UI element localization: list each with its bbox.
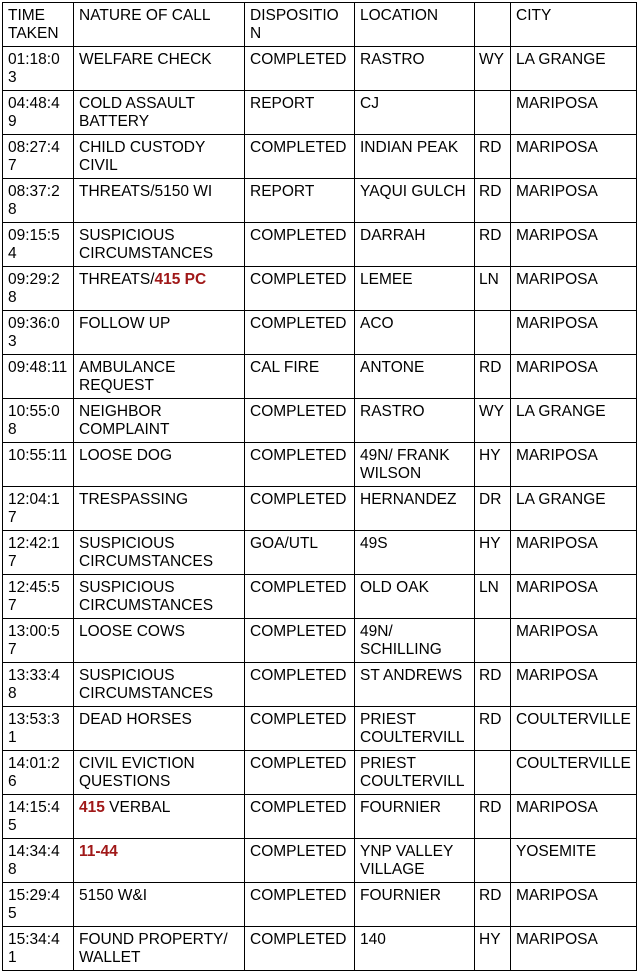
cell-location: FOURNIER (355, 883, 475, 927)
cell-location: 49N/ FRANK WILSON (355, 443, 475, 487)
cell-time-taken: 12:42:17 (3, 531, 74, 575)
cell-disposition: GOA/UTL (245, 531, 355, 575)
cell-city: MARIPOSA (511, 223, 637, 267)
cell-location: FOURNIER (355, 795, 475, 839)
cell-city: MARIPOSA (511, 575, 637, 619)
cell-city: MARIPOSA (511, 311, 637, 355)
cell-location: DARRAH (355, 223, 475, 267)
cell-time-taken: 14:34:48 (3, 839, 74, 883)
cell-nature-of-call: 5150 W&I (74, 883, 245, 927)
cell-street-suffix: RD (475, 223, 511, 267)
table-row (3, 839, 637, 883)
cell-location: RASTRO (355, 399, 475, 443)
cell-time-taken: 13:33:48 (3, 663, 74, 707)
cell-street-suffix: WY (475, 47, 511, 91)
cell-time-taken: 09:48:11 (3, 355, 74, 399)
cell-city: MARIPOSA (511, 135, 637, 179)
cell-time-taken: 10:55:08 (3, 399, 74, 443)
cell-location: ST ANDREWS (355, 663, 475, 707)
cell-street-suffix: RD (475, 355, 511, 399)
cell-disposition: COMPLETED (245, 311, 355, 355)
table-row (3, 355, 637, 399)
cell-nature-of-call: AMBULANCE REQUEST (74, 355, 245, 399)
cell-location: PRIEST COULTERVILL (355, 707, 475, 751)
cell-nature-of-call: NEIGHBOR COMPLAINT (74, 399, 245, 443)
table-row (3, 91, 637, 135)
cell-disposition: COMPLETED (245, 399, 355, 443)
cell-nature-of-call: SUSPICIOUS CIRCUMSTANCES (74, 663, 245, 707)
cell-city: COULTERVILLE (511, 707, 637, 751)
cell-street-suffix: WY (475, 399, 511, 443)
cell-location: 49N/ SCHILLING (355, 619, 475, 663)
cell-time-taken: 08:37:28 (3, 179, 74, 223)
cell-street-suffix: RD (475, 663, 511, 707)
nature-highlighted-code: 415 (79, 799, 105, 816)
cell-time-taken: 01:18:03 (3, 47, 74, 91)
cell-time-taken: 14:01:26 (3, 751, 74, 795)
cell-city: COULTERVILLE (511, 751, 637, 795)
cell-nature-of-call (74, 267, 245, 311)
cell-street-suffix (475, 311, 511, 355)
cell-street-suffix: RD (475, 707, 511, 751)
call-log-table (2, 2, 637, 971)
cell-time-taken: 09:36:03 (3, 311, 74, 355)
cell-city: MARIPOSA (511, 795, 637, 839)
cell-disposition: REPORT (245, 179, 355, 223)
header-disposition: DISPOSITION (245, 3, 355, 47)
cell-city: MARIPOSA (511, 355, 637, 399)
cell-disposition: CAL FIRE (245, 355, 355, 399)
cell-location: CJ (355, 91, 475, 135)
nature-text: VERBAL (104, 799, 171, 816)
cell-time-taken: 12:45:57 (3, 575, 74, 619)
cell-nature-of-call: SUSPICIOUS CIRCUMSTANCES (74, 575, 245, 619)
table-row (3, 531, 637, 575)
cell-disposition: COMPLETED (245, 663, 355, 707)
cell-time-taken: 15:34:41 (3, 927, 74, 971)
cell-nature-of-call: LOOSE COWS (74, 619, 245, 663)
cell-nature-of-call: COLD ASSAULT BATTERY (74, 91, 245, 135)
table-row (3, 663, 637, 707)
cell-nature-of-call: WELFARE CHECK (74, 47, 245, 91)
table-row (3, 135, 637, 179)
cell-location: HERNANDEZ (355, 487, 475, 531)
cell-disposition: COMPLETED (245, 927, 355, 971)
cell-time-taken: 13:53:31 (3, 707, 74, 751)
cell-disposition: REPORT (245, 91, 355, 135)
cell-nature-of-call (74, 795, 245, 839)
cell-disposition: COMPLETED (245, 487, 355, 531)
header-street-suffix (475, 3, 511, 47)
cell-city: MARIPOSA (511, 267, 637, 311)
table-row (3, 267, 637, 311)
cell-city: LA GRANGE (511, 487, 637, 531)
cell-street-suffix: HY (475, 927, 511, 971)
cell-location: PRIEST COULTERVILL (355, 751, 475, 795)
cell-city: LA GRANGE (511, 47, 637, 91)
header-nature-of-call: NATURE OF CALL (74, 3, 245, 47)
cell-nature-of-call: LOOSE DOG (74, 443, 245, 487)
cell-time-taken: 14:15:45 (3, 795, 74, 839)
cell-city: MARIPOSA (511, 91, 637, 135)
cell-time-taken: 13:00:57 (3, 619, 74, 663)
cell-disposition: COMPLETED (245, 707, 355, 751)
cell-location: OLD OAK (355, 575, 475, 619)
cell-disposition: COMPLETED (245, 223, 355, 267)
nature-highlighted-code: 11-44 (79, 843, 118, 860)
cell-nature-of-call: FOLLOW UP (74, 311, 245, 355)
cell-nature-of-call: CHILD CUSTODY CIVIL (74, 135, 245, 179)
cell-city: MARIPOSA (511, 531, 637, 575)
cell-nature-of-call: DEAD HORSES (74, 707, 245, 751)
table-row (3, 179, 637, 223)
cell-city: MARIPOSA (511, 619, 637, 663)
cell-disposition: COMPLETED (245, 267, 355, 311)
table-row (3, 399, 637, 443)
table-row (3, 883, 637, 927)
cell-nature-of-call: THREATS/5150 WI (74, 179, 245, 223)
cell-disposition: COMPLETED (245, 883, 355, 927)
header-time-taken: TIME TAKEN (3, 3, 74, 47)
cell-disposition: COMPLETED (245, 839, 355, 883)
cell-city: MARIPOSA (511, 927, 637, 971)
header-location: LOCATION (355, 3, 475, 47)
table-row (3, 443, 637, 487)
cell-disposition: COMPLETED (245, 751, 355, 795)
cell-disposition: COMPLETED (245, 575, 355, 619)
cell-street-suffix: HY (475, 443, 511, 487)
cell-nature-of-call: SUSPICIOUS CIRCUMSTANCES (74, 531, 245, 575)
table-row (3, 311, 637, 355)
table-row (3, 927, 637, 971)
cell-disposition: COMPLETED (245, 443, 355, 487)
cell-time-taken: 04:48:49 (3, 91, 74, 135)
cell-time-taken: 09:29:28 (3, 267, 74, 311)
cell-city: MARIPOSA (511, 883, 637, 927)
header-row (3, 3, 637, 47)
cell-street-suffix: LN (475, 575, 511, 619)
nature-highlighted-code: 415 PC (154, 271, 207, 288)
cell-location: LEMEE (355, 267, 475, 311)
cell-street-suffix: RD (475, 883, 511, 927)
nature-text: THREATS/ (79, 271, 155, 288)
cell-location: YAQUI GULCH (355, 179, 475, 223)
cell-nature-of-call (74, 839, 245, 883)
cell-city: MARIPOSA (511, 663, 637, 707)
cell-nature-of-call: TRESPASSING (74, 487, 245, 531)
cell-street-suffix: RD (475, 135, 511, 179)
cell-location: INDIAN PEAK (355, 135, 475, 179)
cell-city: MARIPOSA (511, 443, 637, 487)
cell-time-taken: 15:29:45 (3, 883, 74, 927)
call-log-body (3, 47, 637, 971)
cell-time-taken: 12:04:17 (3, 487, 74, 531)
table-row (3, 707, 637, 751)
header-city: CITY (511, 3, 637, 47)
table-row (3, 795, 637, 839)
cell-nature-of-call: SUSPICIOUS CIRCUMSTANCES (74, 223, 245, 267)
cell-street-suffix: RD (475, 795, 511, 839)
cell-time-taken: 09:15:54 (3, 223, 74, 267)
cell-city: LA GRANGE (511, 399, 637, 443)
cell-street-suffix: LN (475, 267, 511, 311)
table-row (3, 619, 637, 663)
cell-location: YNP VALLEY VILLAGE (355, 839, 475, 883)
cell-nature-of-call: CIVIL EVICTION QUESTIONS (74, 751, 245, 795)
table-row (3, 751, 637, 795)
cell-street-suffix (475, 839, 511, 883)
cell-nature-of-call: FOUND PROPERTY/ WALLET (74, 927, 245, 971)
cell-location: 49S (355, 531, 475, 575)
cell-street-suffix: HY (475, 531, 511, 575)
cell-city: YOSEMITE (511, 839, 637, 883)
cell-time-taken: 10:55:11 (3, 443, 74, 487)
table-row (3, 487, 637, 531)
cell-street-suffix (475, 619, 511, 663)
cell-disposition: COMPLETED (245, 47, 355, 91)
cell-location: RASTRO (355, 47, 475, 91)
cell-street-suffix (475, 91, 511, 135)
table-row (3, 223, 637, 267)
cell-location: 140 (355, 927, 475, 971)
cell-disposition: COMPLETED (245, 619, 355, 663)
table-row (3, 575, 637, 619)
table-row (3, 47, 637, 91)
cell-location: ANTONE (355, 355, 475, 399)
cell-city: MARIPOSA (511, 179, 637, 223)
cell-disposition: COMPLETED (245, 135, 355, 179)
cell-street-suffix (475, 751, 511, 795)
cell-street-suffix: DR (475, 487, 511, 531)
cell-location: ACO (355, 311, 475, 355)
cell-time-taken: 08:27:47 (3, 135, 74, 179)
cell-disposition: COMPLETED (245, 795, 355, 839)
cell-street-suffix: RD (475, 179, 511, 223)
